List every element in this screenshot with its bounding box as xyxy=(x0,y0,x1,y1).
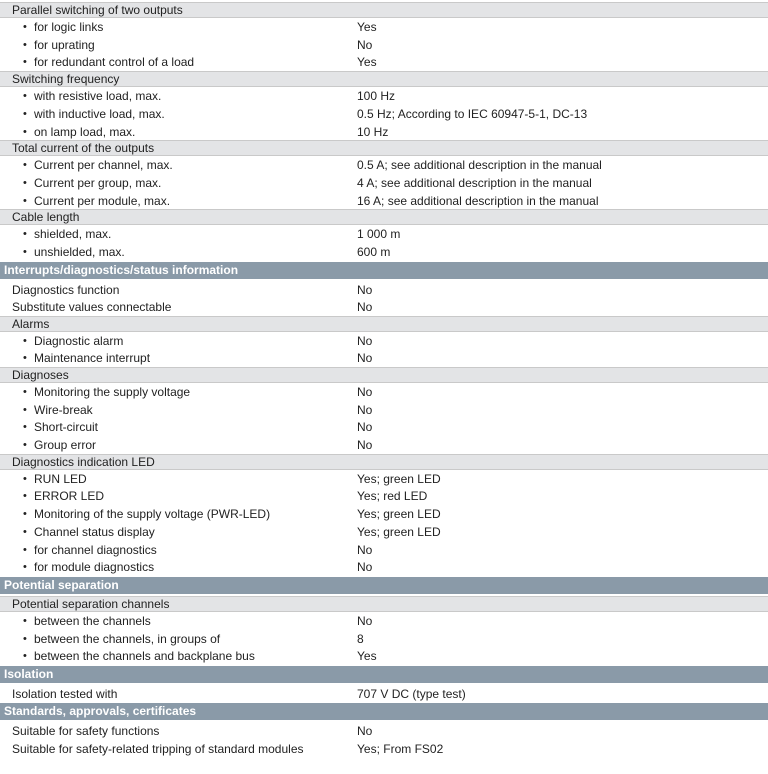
spec-value: No xyxy=(353,612,763,629)
spec-row xyxy=(0,487,768,505)
group-label: Switching frequency xyxy=(12,72,120,87)
spec-row xyxy=(0,383,768,401)
group-header xyxy=(0,316,768,332)
spec-row xyxy=(0,174,768,192)
spec-label: • for logic links xyxy=(34,18,103,36)
spec-value: 1 000 m xyxy=(353,225,763,242)
spec-value: 8 xyxy=(353,630,763,647)
spec-row xyxy=(0,470,768,488)
group-header xyxy=(0,209,768,225)
group-label: Diagnostics indication LED xyxy=(12,454,155,469)
spec-row xyxy=(0,36,768,54)
spec-value: No xyxy=(353,541,763,558)
spec-value: Yes; From FS02 xyxy=(353,740,763,757)
spec-value: 0.5 A; see additional description in the manual xyxy=(353,156,763,173)
spec-row xyxy=(0,53,768,71)
spec-label: • with inductive load, max. xyxy=(34,105,165,123)
spec-label: • with resistive load, max. xyxy=(34,87,161,105)
spec-value: No xyxy=(353,722,763,739)
spec-value: Yes xyxy=(353,18,763,35)
spec-value: No xyxy=(353,332,763,349)
spec-label: • for module diagnostics xyxy=(34,558,154,576)
spec-row xyxy=(0,349,768,367)
group-label: Diagnoses xyxy=(12,367,69,382)
spec-row xyxy=(0,401,768,419)
spec-row xyxy=(0,298,768,315)
section-header: Interrupts/diagnostics/status information xyxy=(0,262,768,279)
spec-row xyxy=(0,123,768,141)
spec-label: • for channel diagnostics xyxy=(34,541,157,559)
spec-label: • for redundant control of a load xyxy=(34,53,194,71)
spec-label: • Maintenance interrupt xyxy=(34,349,150,367)
spec-row xyxy=(0,156,768,174)
spec-row xyxy=(0,192,768,210)
spec-value: No xyxy=(353,298,763,315)
spec-row xyxy=(0,436,768,454)
spec-label: • on lamp load, max. xyxy=(34,123,135,141)
spec-label: • Diagnostic alarm xyxy=(34,332,123,350)
spec-value: Yes; green LED xyxy=(353,505,763,522)
spec-row xyxy=(0,18,768,36)
spec-value: 4 A; see additional description in the manual xyxy=(353,174,763,191)
section-header: Potential separation xyxy=(0,577,768,594)
spec-label: Substitute values connectable xyxy=(12,300,172,315)
spec-row xyxy=(0,418,768,436)
spec-value: No xyxy=(353,418,763,435)
spec-value: 16 A; see additional description in the manual xyxy=(353,192,763,209)
spec-row xyxy=(0,685,768,702)
section-header: Isolation xyxy=(0,666,768,683)
spec-row xyxy=(0,722,768,739)
spec-value: Yes; green LED xyxy=(353,523,763,540)
spec-value: No xyxy=(353,281,763,298)
spec-label: • Current per channel, max. xyxy=(34,156,173,174)
spec-row xyxy=(0,630,768,648)
spec-row xyxy=(0,505,768,523)
spec-label: • Channel status display xyxy=(34,523,155,541)
spec-label: Isolation tested with xyxy=(12,687,118,701)
spec-row xyxy=(0,740,768,757)
group-header xyxy=(0,596,768,612)
spec-row xyxy=(0,105,768,123)
spec-value: 10 Hz xyxy=(353,123,763,140)
spec-value: 600 m xyxy=(353,243,763,260)
group-label: Cable length xyxy=(12,210,80,225)
spec-value: Yes xyxy=(353,53,763,70)
section-header: Standards, approvals, certificates xyxy=(0,703,768,720)
spec-value: No xyxy=(353,401,763,418)
group-header xyxy=(0,140,768,156)
spec-row xyxy=(0,87,768,105)
spec-row xyxy=(0,243,768,261)
spec-label: Diagnostics function xyxy=(12,282,120,297)
spec-row xyxy=(0,541,768,559)
group-header xyxy=(0,367,768,383)
spec-label: • Current per group, max. xyxy=(34,174,161,192)
spec-label: • between the channels, in groups of xyxy=(34,630,220,648)
spec-label: • Monitoring of the supply voltage (PWR-LED) xyxy=(34,505,270,523)
spec-value: Yes; green LED xyxy=(353,470,763,487)
spec-value: Yes xyxy=(353,647,763,664)
group-header xyxy=(0,71,768,87)
group-header xyxy=(0,2,768,18)
spec-label: • RUN LED xyxy=(34,470,87,488)
spec-label: • Short-circuit xyxy=(34,418,98,436)
spec-row xyxy=(0,281,768,298)
spec-value: No xyxy=(353,558,763,575)
spec-row xyxy=(0,225,768,243)
spec-label: • shielded, max. xyxy=(34,225,111,243)
spec-label: Suitable for safety-related tripping of standard modules xyxy=(12,741,304,756)
spec-label: • between the channels and backplane bus xyxy=(34,647,255,665)
spec-value: 0.5 Hz; According to IEC 60947-5-1, DC-13 xyxy=(353,105,763,122)
spec-label: • for uprating xyxy=(34,36,95,54)
spec-value: No xyxy=(353,36,763,53)
group-label: Potential separation channels xyxy=(12,596,170,611)
spec-value: No xyxy=(353,436,763,453)
spec-label: • between the channels xyxy=(34,612,151,630)
spec-value: No xyxy=(353,383,763,400)
spec-row xyxy=(0,558,768,576)
spec-label: • ERROR LED xyxy=(34,487,104,505)
group-header xyxy=(0,454,768,470)
spec-row xyxy=(0,647,768,665)
spec-value: Yes; red LED xyxy=(353,487,763,504)
spec-row xyxy=(0,612,768,630)
spec-value: 707 V DC (type test) xyxy=(353,685,763,702)
spec-label: • Monitoring the supply voltage xyxy=(34,383,190,401)
group-label: Total current of the outputs xyxy=(12,141,155,156)
group-label: Alarms xyxy=(12,316,50,331)
spec-label: • Current per module, max. xyxy=(34,192,170,210)
group-label: Parallel switching of two outputs xyxy=(12,3,183,17)
spec-label: Suitable for safety functions xyxy=(12,724,160,739)
spec-value: 100 Hz xyxy=(353,87,763,104)
spec-label: • Wire-break xyxy=(34,401,93,419)
spec-value: No xyxy=(353,349,763,366)
spec-label: • unshielded, max. xyxy=(34,243,125,261)
spec-label: • Group error xyxy=(34,436,96,454)
spec-row xyxy=(0,523,768,541)
spec-row xyxy=(0,332,768,350)
